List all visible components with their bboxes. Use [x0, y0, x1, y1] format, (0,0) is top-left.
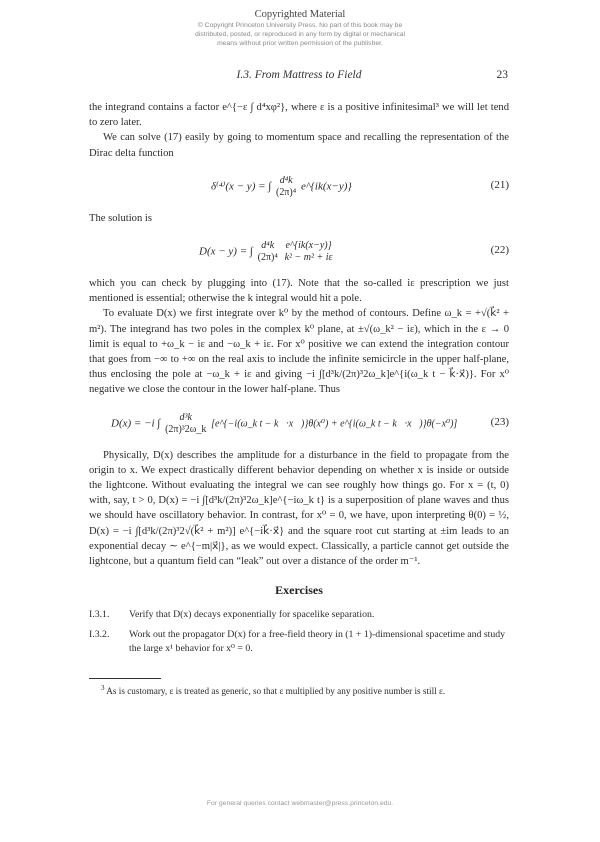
watermark-line: means without prior written permission of the publisher.: [217, 40, 383, 47]
exercise-text: Work out the propagator D(x) for a free-field theory in (1 + 1)-dimensional spacetime and study the large x¹ behavior for x⁰ = 0.: [129, 629, 506, 655]
copyright-watermark: [0, 8, 600, 48]
fraction: d³k (2π)³2ω_k: [165, 411, 207, 435]
page-body: [89, 100, 509, 698]
equation-23: [89, 404, 509, 442]
watermark-line: distributed, posted, or reproduced in any form by digital or mechanical: [194, 31, 406, 38]
footnote: [89, 685, 509, 698]
footnote-text: As is customary, ε is treated as generic, so that ε multiplied by any positive number is still ε.: [106, 686, 446, 697]
fraction: d⁴k (2π)⁴: [276, 174, 297, 198]
exercises-heading: Exercises: [275, 583, 323, 598]
fraction: d⁴k (2π)⁴: [257, 240, 278, 264]
paragraph: We can solve (17) easily by going to momentum space and recalling the representation of the Dirac delta function: [89, 132, 509, 159]
paragraph: the integrand contains a factor e^{−ε ∫ d⁴xφ²}, where ε is a positive infinitesimal³ we will let tend to zero later.: [89, 102, 509, 129]
footnote-marker: 3: [101, 684, 105, 693]
equation-22: [89, 232, 509, 270]
exercise-number: I.3.2.: [89, 629, 110, 641]
equation-rhs: e^{ik(x−y)}: [301, 180, 352, 193]
paragraph: which you can check by plugging into (17). Note that the so-called iε prescription we just mentioned is essential; otherwise the k integral would hit a pole.: [89, 278, 509, 305]
watermark-line: © Copyright Princeton University Press. No part of this book may be: [197, 22, 403, 29]
equation-number: (23): [490, 415, 509, 428]
watermark-title: Copyrighted Material: [254, 9, 346, 20]
equation-lhs: D(x − y) = ∫: [199, 245, 253, 258]
running-head: [90, 69, 508, 85]
fraction: e^{ik(x−y)} k² − m² + iε: [284, 240, 333, 264]
equation-lhs: δ⁽⁴⁾(x − y) = ∫: [211, 180, 272, 193]
footer-contact: For general queries contact webmaster@press.princeton.edu.: [206, 800, 394, 807]
exercise-text: Verify that D(x) decays exponentially for spacelike separation.: [129, 609, 375, 621]
exercise-item: [89, 628, 509, 656]
paragraph: Physically, D(x) describes the amplitude for a disturbance in the field to propagate from the origin to x. We expect drastically different behavior depending on whether x is inside or outside the lightcone. Without evaluating the integral we can see roughly how things go. For x = (t, 0) with, say, t > 0, D(x) = −i ∫[d³k/(2π)³2ω_k]e^{−iω_k t} is a superposition of plane waves and thus we should have oscillatory behavior. In contrast, for x⁰ = 0, we have, upon interpreting θ(0) = ½, D(x) = −i ∫[d³k/(2π)³2√(k⃗² + m²)] e^{−ik⃗·x⃗} and the square root cut starting at ±im leads to an exponential decay ∼ e^{−m|x⃗|}, as we would expect. Classically, a particle cannot get outside the lightcone, but a quantum field can “leak” out over a distance of the order m⁻¹.: [89, 449, 509, 568]
paragraph: The solution is: [89, 212, 152, 224]
section-title: I.3. From Mattress to Field: [236, 69, 362, 81]
equation-21: [89, 167, 509, 205]
exercise-item: [89, 608, 509, 622]
equation-rhs: [e^{−i(ω_k t − k⃗·x⃗)}θ(x⁰) + e^{i(ω_k t − k⃗·x⃗)}θ(−x⁰)]: [211, 418, 458, 430]
paragraph: To evaluate D(x) we first integrate over k⁰ by the method of contours. Define ω_k = +√(k⃗² + m²). The integrand has two poles in the complex k⁰ plane, at ±√(ω_k² − iε), which in the ε → 0 limit is equal to +ω_k − iε and −ω_k + iε. For x⁰ positive we can extend the integration contour that goes from −∞ to +∞ on the real axis to include the infinite semicircle in the upper half-plane, thus enclosing the pole at −ω_k + iε and giving −i ∫[d³k/(2π)³2ω_k]e^{i(ω_k t − k⃗·x⃗)}. For x⁰ negative we close the contour in the lower half-plane. Thus: [89, 308, 509, 396]
equation-number: (21): [490, 178, 509, 191]
footnote-rule: [89, 678, 161, 679]
equation-number: (22): [490, 244, 509, 257]
page-number: 23: [496, 69, 508, 81]
exercise-number: I.3.1.: [89, 609, 110, 621]
equation-lhs: D(x) = −i ∫: [111, 417, 161, 430]
